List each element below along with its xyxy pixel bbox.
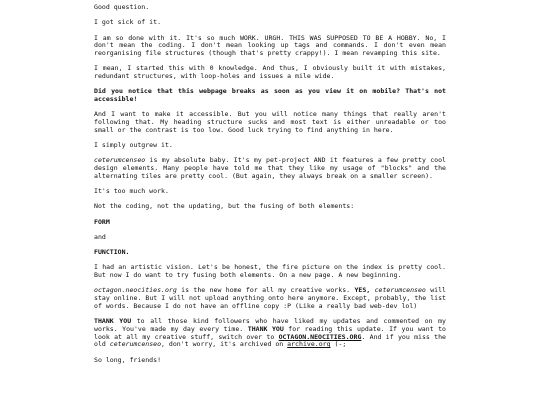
paragraph-text: , don't worry, it's archived on xyxy=(161,340,288,349)
paragraph: Good question. xyxy=(94,3,150,11)
bold-text: FUNCTION. xyxy=(94,248,130,257)
archive-link[interactable]: archive.org xyxy=(287,340,331,349)
bold-text: THANK YOU xyxy=(94,317,132,326)
paragraph xyxy=(94,287,446,310)
paragraph: It's too much work. xyxy=(94,187,169,195)
paragraph-text: is the new home for all my creative works. xyxy=(176,286,355,295)
paragraph: I simply outgrew it. xyxy=(94,141,173,149)
octagon-link[interactable]: OCTAGON.NEOCITIES.ORG xyxy=(278,332,362,341)
paragraph: I had an artistic vision. Let's be honest, the fire picture on the index is pretty cool. But now I do want to try fusing both elements. On a new page. A new beginning. xyxy=(94,263,446,280)
paragraph-form xyxy=(94,219,446,227)
paragraph: And I want to make it accessible. But you will notice many things that really aren't following that. My heading structure sucks and most text is either unreadable or too small or the contrast is too low. Good luck trying to find anything in here. xyxy=(94,110,446,134)
bold-text: FORM xyxy=(94,217,110,226)
paragraph-bold xyxy=(94,88,446,103)
paragraph: and xyxy=(94,232,106,241)
paragraph-text: . And if you miss the old xyxy=(94,332,446,349)
bold-text: Did you notice that this webpage breaks as soon as you view it on mobile? That's not accessible! xyxy=(94,87,446,103)
paragraph xyxy=(94,157,446,180)
paragraph-function xyxy=(94,249,446,257)
paragraph xyxy=(94,318,446,349)
paragraph-text: for reading this update. If you want to look at all my creative stuff, switch over to xyxy=(94,324,446,341)
paragraph-text: (-; xyxy=(330,340,347,349)
paragraph-text: will stay online. But I will not upload anything onto here anymore. Except, probably, the list of words. Because I do not have an offline copy :P (Like a really bad web-dev lol) xyxy=(94,286,446,310)
bold-text: YES, xyxy=(354,286,371,295)
bold-text: THANK YOU xyxy=(247,324,284,333)
site-name-italic: ceterumcenseo xyxy=(94,156,146,165)
blog-post xyxy=(94,0,446,364)
paragraph: I got sick of it. xyxy=(94,18,162,27)
site-name-italic: ceterumcenseo xyxy=(374,286,426,295)
paragraph: So long, friends! xyxy=(94,355,162,364)
site-name-italic: ceterumcenseo xyxy=(109,340,162,349)
paragraph: I am so done with it. It's so much WORK. URGH. THIS WAS SUPPOSED TO BE A HOBBY. No, I don't mean the coding. I don't mean looking up tags and commands. I don't even mean reorganising file structures (though that's pretty crappy!). I mean revamping this site. xyxy=(94,33,446,57)
paragraph: I mean, I started this with 0 knowledge. And thus, I obviously built it with mistakes, redundant structures, with loop-holes and issues a mile wide. xyxy=(94,64,446,80)
site-name-italic: octagon.neocities.org xyxy=(94,286,177,295)
paragraph-text: to all those kind followers who have liked my updates and commented on my works. You've made my day every time. xyxy=(94,317,446,333)
paragraph: Not the coding, not the updating, but the fusing of both elements: xyxy=(94,202,355,211)
paragraph-text: is my absolute baby. It's my pet-project AND it features a few pretty cool design elements. Many people have told me that they like my usage of "blocks" and the alternating tiles are pretty cool. (But again, they always break on a smaller screen). xyxy=(94,156,446,180)
